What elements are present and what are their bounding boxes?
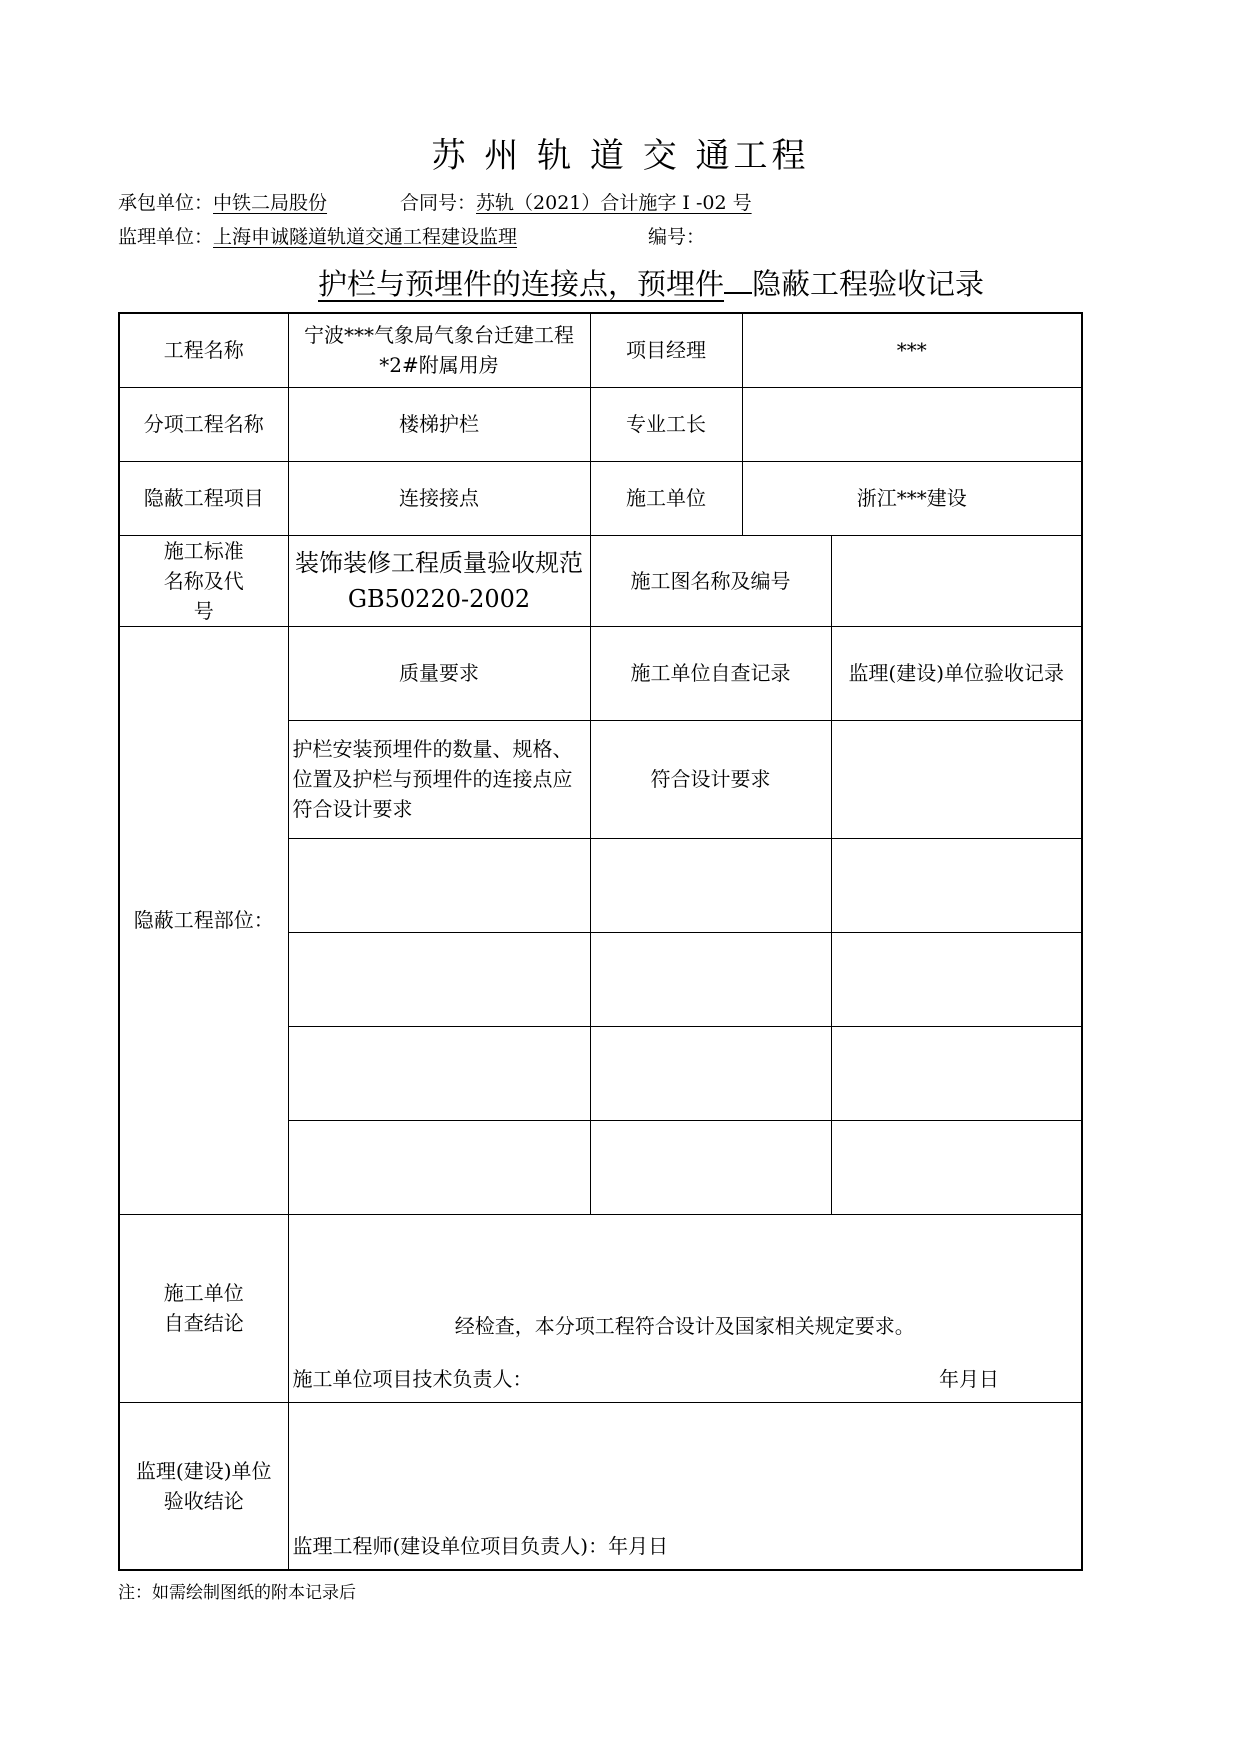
standard-label: 施工标准名称及代号 — [119, 535, 288, 626]
hidden-item-value: 连接接点 — [288, 461, 590, 535]
subproject-value: 楼梯护栏 — [288, 387, 590, 461]
document-title: 苏 州 轨 道 交 通工程 — [431, 136, 810, 176]
row-2-self-check — [590, 838, 831, 932]
self-conclusion-text: 经检查，本分项工程符合设计及国家相关规定要求。 — [454, 1313, 915, 1338]
col-quality-header: 质量要求 — [288, 626, 590, 720]
drawing-value — [831, 535, 1082, 626]
row-2-quality — [288, 838, 590, 932]
standard-value: 装饰装修工程质量验收规范 GB50220-2002 — [288, 535, 590, 626]
supervision-conclusion-cell — [288, 1402, 1082, 1570]
row-1-self-check: 符合设计要求 — [590, 720, 831, 838]
self-date-label: 年月日 — [939, 1366, 999, 1391]
row-4-supervision — [831, 1026, 1082, 1120]
self-signer-label: 施工单位项目技术负责人： — [292, 1366, 533, 1391]
construction-unit-value: 浙江***建设 — [742, 461, 1082, 535]
record-title-blank — [724, 268, 752, 294]
row-4-self-check — [590, 1026, 831, 1120]
project-manager-value: *** — [742, 313, 1082, 387]
footnote: 注：如需绘制图纸的附本记录后 — [118, 1583, 356, 1603]
row-5-supervision — [831, 1120, 1082, 1214]
row-5-self-check — [590, 1120, 831, 1214]
row-3-self-check — [590, 932, 831, 1026]
project-name-value: 宁波***气象局气象台迁建工程*2#附属用房 — [288, 313, 590, 387]
row-1-supervision — [831, 720, 1082, 838]
self-conclusion-cell — [288, 1214, 1082, 1402]
col-self-check-header: 施工单位自查记录 — [590, 626, 831, 720]
hidden-location-label: 隐蔽工程部位： — [119, 626, 288, 1214]
record-title-prefix: 护栏与预埋件的连接点，预埋件 — [318, 267, 725, 301]
supervision-signer-label: 监理工程师(建设单位项目负责人)：年月日 — [292, 1534, 669, 1558]
row-4-quality — [288, 1026, 590, 1120]
supervisor-line — [118, 222, 517, 249]
construction-unit-label: 施工单位 — [590, 461, 742, 535]
contractor-line — [118, 188, 327, 215]
acceptance-form — [118, 312, 1083, 1571]
project-manager-label: 项目经理 — [590, 313, 742, 387]
contractor-value: 中铁二局股份 — [213, 192, 328, 214]
drawing-label: 施工图名称及编号 — [590, 535, 831, 626]
supervisor-label: 监理单位： — [118, 226, 214, 248]
record-title-suffix: 隐蔽工程验收记录 — [752, 267, 985, 301]
project-name-label: 工程名称 — [119, 313, 288, 387]
supervision-conclusion-label: 监理(建设)单位验收结论 — [119, 1402, 288, 1570]
row-2-supervision — [831, 838, 1082, 932]
row-5-quality — [288, 1120, 590, 1214]
foreman-label: 专业工长 — [590, 387, 742, 461]
row-3-supervision — [831, 932, 1082, 1026]
serial-label: 编号： — [648, 226, 706, 248]
record-title — [318, 262, 984, 303]
row-1-quality: 护栏安装预埋件的数量、规格、位置及护栏与预埋件的连接点应符合设计要求 — [288, 720, 590, 838]
contract-no-line — [400, 188, 752, 215]
contract-no-label: 合同号： — [400, 192, 477, 214]
contract-no-value: 苏轨（2021）合计施字 I -02 号 — [476, 192, 752, 214]
row-3-quality — [288, 932, 590, 1026]
col-supervision-header: 监理(建设)单位验收记录 — [831, 626, 1082, 720]
subproject-label: 分项工程名称 — [119, 387, 288, 461]
hidden-item-label: 隐蔽工程项目 — [119, 461, 288, 535]
self-conclusion-label: 施工单位自查结论 — [119, 1214, 288, 1402]
foreman-value — [742, 387, 1082, 461]
supervisor-value: 上海申诚隧道轨道交通工程建设监理 — [213, 226, 518, 248]
contractor-label: 承包单位： — [118, 192, 214, 214]
